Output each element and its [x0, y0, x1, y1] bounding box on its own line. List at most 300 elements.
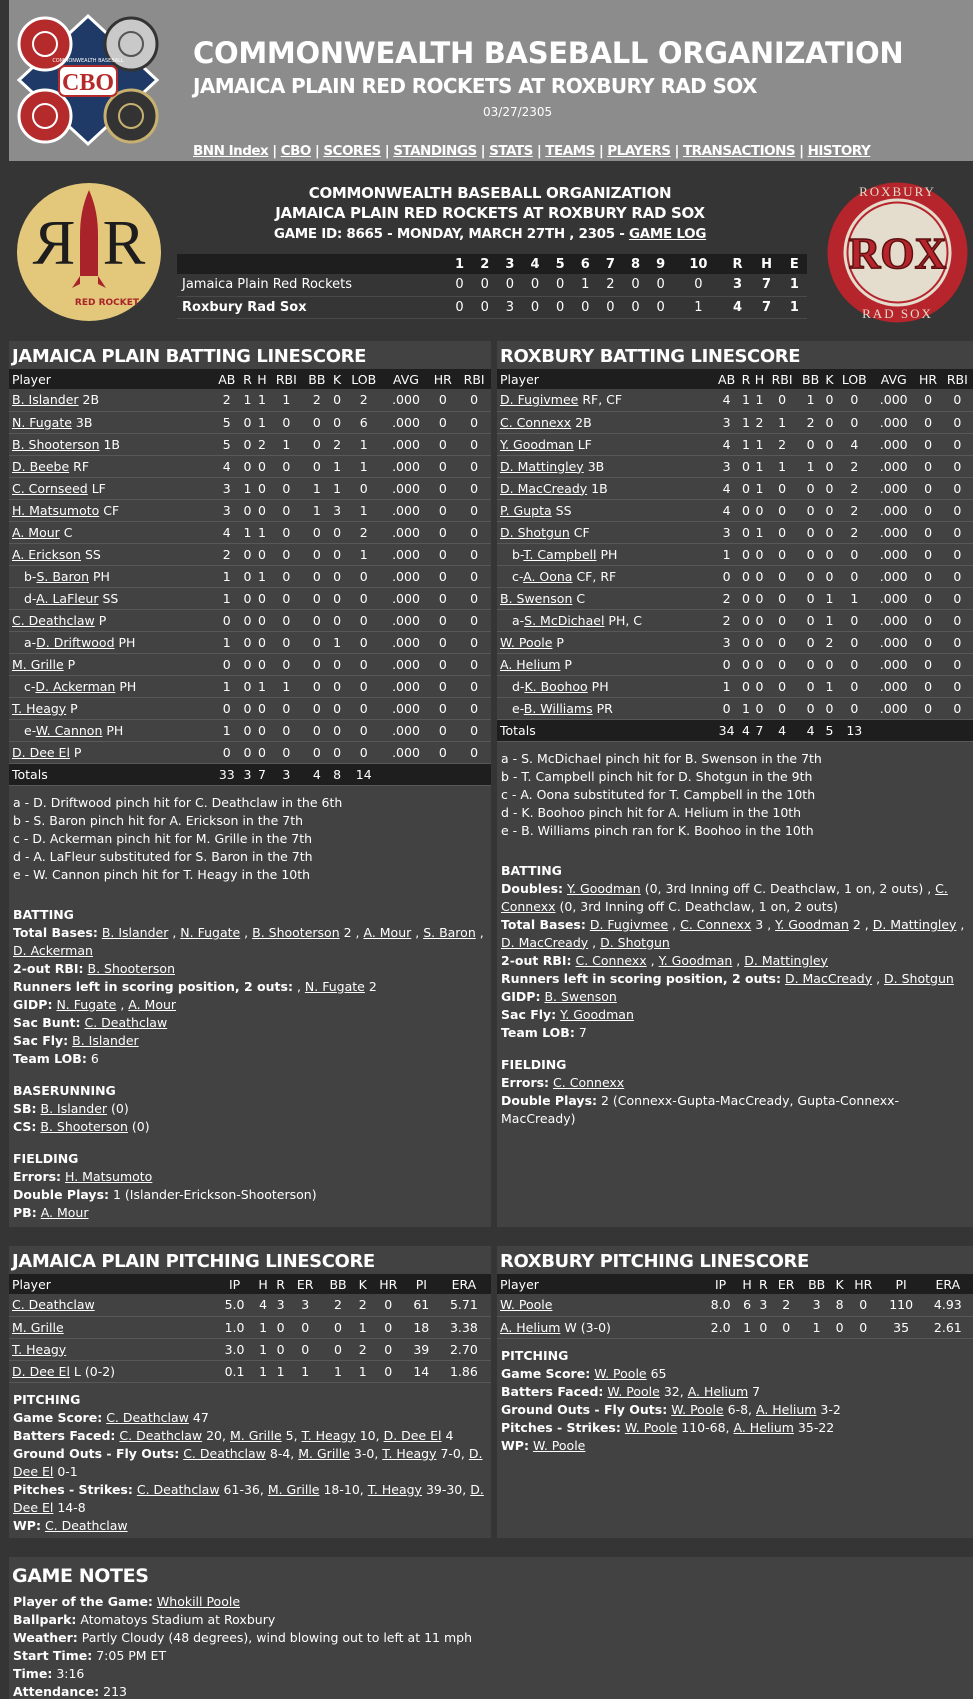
- stat-cell: 4: [213, 521, 240, 543]
- player-link[interactable]: M. Grille: [267, 1481, 320, 1497]
- stat-cell: 0: [331, 389, 344, 411]
- player-link[interactable]: B. Swenson: [544, 988, 617, 1004]
- stat-cell: .000: [384, 741, 429, 763]
- player-cell: [497, 609, 714, 631]
- stat-cell: 0: [915, 631, 942, 653]
- player-link[interactable]: H. Matsumoto: [65, 1168, 153, 1184]
- player-link[interactable]: C. Deathclaw: [106, 1409, 189, 1425]
- column-header: K: [355, 1274, 371, 1294]
- player-link[interactable]: W. Poole: [624, 1419, 678, 1435]
- sub-note: b - T. Campbell pinch hit for D. Shotgun in the 9th: [501, 768, 813, 784]
- jp-fielding-title: FIELDING: [13, 1150, 79, 1166]
- player-link[interactable]: C. Connexx: [501, 880, 948, 914]
- stat-cell: 0: [272, 1338, 289, 1360]
- stat-cell: .000: [873, 675, 915, 697]
- player-link[interactable]: D. Shotgun: [500, 524, 570, 540]
- totals-empty: [942, 719, 973, 741]
- game-notes-body: [9, 1593, 973, 1699]
- player-link[interactable]: B. Islander: [12, 392, 79, 408]
- rx-gs-label: Game Score:: [501, 1365, 591, 1381]
- stat-cell: 0: [331, 565, 344, 587]
- nav-link-standings[interactable]: STANDINGS: [393, 143, 477, 159]
- stat-cell: 0: [428, 631, 457, 653]
- player-link[interactable]: A. Mour: [40, 1204, 89, 1220]
- player-cell: [497, 697, 714, 719]
- stat-cell: 0: [836, 543, 873, 565]
- player-link[interactable]: A. Helium: [500, 656, 561, 672]
- rx-wp-label: WP:: [501, 1437, 529, 1453]
- player-link[interactable]: A. Helium: [687, 1383, 749, 1399]
- nav-link-teams[interactable]: TEAMS: [545, 143, 595, 159]
- nav-link-history[interactable]: HISTORY: [807, 143, 871, 159]
- inning-score: 0: [598, 296, 623, 318]
- player-link[interactable]: T. Heagy: [12, 1341, 67, 1357]
- player-link[interactable]: B. Islander: [40, 1100, 108, 1116]
- column-header: BB: [801, 1274, 832, 1294]
- rad-sox-logo: [825, 180, 970, 325]
- player-link[interactable]: D. MacCready: [500, 480, 588, 496]
- column-header: H: [254, 369, 269, 389]
- player-link[interactable]: B. Shooterson: [87, 960, 175, 976]
- nav-link-players[interactable]: PLAYERS: [607, 143, 671, 159]
- game-notes-panel: [9, 1557, 973, 1699]
- stat-cell: 1: [241, 521, 255, 543]
- player-link[interactable]: W. Poole: [500, 634, 553, 650]
- stat-cell: 1: [798, 389, 824, 411]
- stat-cell: 0: [836, 411, 873, 433]
- stat-cell: 0: [836, 675, 873, 697]
- stat-cell: 3: [714, 521, 740, 543]
- player-link[interactable]: D. Shotgun: [600, 934, 670, 950]
- player-link[interactable]: N. Fugate: [180, 924, 241, 940]
- player-link[interactable]: T. Campbell: [523, 546, 597, 562]
- player-cell: [9, 587, 213, 609]
- stat-cell: 1: [739, 433, 752, 455]
- player-link[interactable]: D. Fugivmee: [589, 916, 669, 932]
- stat-cell: 0: [303, 587, 331, 609]
- stat-cell: 0: [321, 1316, 354, 1338]
- stat-cell: 0: [752, 675, 766, 697]
- stat-cell: 1: [331, 477, 344, 499]
- stat-cell: 0: [241, 433, 255, 455]
- inning-header: 1: [447, 254, 472, 274]
- sub-marker: e-: [24, 722, 36, 738]
- player-link[interactable]: A. Mour: [12, 524, 60, 540]
- stat-cell: 0: [915, 675, 942, 697]
- player-link[interactable]: S. Baron: [36, 568, 90, 584]
- table-row: [497, 631, 973, 653]
- player-link[interactable]: A. Erickson: [12, 546, 81, 562]
- stat-cell: 1: [213, 719, 240, 741]
- player-cell: [497, 631, 714, 653]
- stat-cell: 0: [942, 499, 973, 521]
- stat-cell: 0: [371, 1294, 406, 1316]
- sub-marker: d-: [24, 590, 37, 606]
- column-header: LOB: [836, 369, 873, 389]
- stat-cell: 0: [836, 697, 873, 719]
- inning-score: 0: [548, 296, 573, 318]
- stat-cell: 0: [331, 587, 344, 609]
- stat-cell: 0: [798, 433, 824, 455]
- player-link[interactable]: C. Deathclaw: [44, 1517, 128, 1533]
- column-header: ERA: [923, 1274, 973, 1294]
- nav-link-bnn-index[interactable]: BNN Index: [193, 143, 269, 159]
- stat-cell: 1: [344, 433, 384, 455]
- stat-cell: 0: [942, 521, 973, 543]
- stat-cell: 0: [457, 543, 491, 565]
- player-link[interactable]: C. Deathclaw: [12, 612, 95, 628]
- stat-cell: 0: [457, 587, 491, 609]
- nav-link-cbo[interactable]: CBO: [280, 143, 311, 159]
- player-link[interactable]: Y. Goodman: [658, 952, 733, 968]
- totals-cell: 3: [241, 763, 255, 785]
- player-link[interactable]: T. Heagy: [12, 700, 67, 716]
- attendance-label: Attendance:: [13, 1684, 100, 1699]
- player-link[interactable]: C. Deathclaw: [84, 1014, 168, 1030]
- player-link[interactable]: A. LaFleur: [36, 590, 99, 606]
- player-cell: [9, 697, 213, 719]
- sub-marker: b-: [24, 568, 37, 584]
- jp-tb-label: Total Bases:: [13, 924, 98, 940]
- stat-cell: 0: [428, 411, 457, 433]
- stat-cell: 0: [344, 741, 384, 763]
- rhe-value: 1: [782, 296, 807, 318]
- stat-cell: 0: [272, 1316, 289, 1338]
- stat-cell: 2: [752, 411, 766, 433]
- player-link[interactable]: T. Heagy: [367, 1481, 422, 1497]
- player-link[interactable]: A. Oona: [523, 568, 573, 584]
- player-link[interactable]: D. Mattingley: [744, 952, 828, 968]
- player-cell: [9, 477, 213, 499]
- player-position: CF, RF: [576, 568, 617, 584]
- player-link[interactable]: D. Dee El: [383, 1427, 442, 1443]
- stat-cell: 0: [344, 719, 384, 741]
- player-link[interactable]: C. Deathclaw: [136, 1481, 220, 1497]
- stat-cell: 0: [798, 609, 824, 631]
- stat-cell: .000: [873, 697, 915, 719]
- player-link[interactable]: D. MacCready: [501, 934, 589, 950]
- stat-cell: 0: [428, 499, 457, 521]
- table-row: [497, 1316, 973, 1338]
- player-cell: [497, 411, 714, 433]
- ballpark-label: Ballpark:: [13, 1612, 77, 1627]
- player-link[interactable]: D. MacCready: [784, 970, 873, 986]
- stat-cell: 0: [241, 719, 255, 741]
- player-link[interactable]: M. Grille: [229, 1427, 282, 1443]
- table-row: [497, 675, 973, 697]
- table-row: [9, 455, 491, 477]
- stat-cell: 0: [331, 741, 344, 763]
- stat-cell: 0: [270, 741, 304, 763]
- stat-cell: 0: [270, 455, 304, 477]
- stat-cell: .000: [384, 631, 429, 653]
- player-link[interactable]: W. Poole: [532, 1437, 586, 1453]
- player-link[interactable]: D. Ackerman: [35, 678, 116, 694]
- player-link[interactable]: S. McDichael: [524, 612, 605, 628]
- stat-value: 32,: [663, 1383, 684, 1399]
- stat-cell: 0: [241, 697, 255, 719]
- stat-cell: .000: [873, 587, 915, 609]
- totals-cell: 4: [739, 719, 752, 741]
- player-link[interactable]: N. Fugate: [304, 978, 365, 994]
- player-position: LF: [91, 480, 106, 496]
- column-header: R: [756, 1274, 772, 1294]
- player-link[interactable]: D. Dee El: [12, 1363, 70, 1379]
- player-position: P: [73, 744, 82, 760]
- player-link[interactable]: D. Ackerman: [13, 942, 93, 958]
- stat-cell: 2.70: [437, 1338, 491, 1360]
- svg-text:R: R: [102, 207, 146, 278]
- game-summary: [0, 170, 973, 322]
- player-position: 1B: [591, 480, 608, 496]
- player-link[interactable]: A. Helium: [733, 1419, 794, 1435]
- stat-cell: 0: [371, 1316, 406, 1338]
- sub-marker: c-: [512, 568, 524, 584]
- player-link[interactable]: Whokill Poole: [156, 1594, 241, 1609]
- stat-cell: 0: [303, 565, 331, 587]
- player-link[interactable]: Y. Goodman: [500, 436, 574, 452]
- player-cell: [9, 1360, 215, 1382]
- stat-value: (0): [131, 1118, 150, 1134]
- stat-cell: 0: [766, 389, 797, 411]
- stat-cell: 2: [344, 521, 384, 543]
- stat-cell: 3: [714, 411, 740, 433]
- stat-cell: 3: [714, 631, 740, 653]
- player-link[interactable]: B. Shooterson: [12, 436, 100, 452]
- player-link[interactable]: D. Driftwood: [36, 634, 115, 650]
- inning-score: 0: [573, 296, 598, 318]
- stat-cell: 0: [836, 653, 873, 675]
- time-value: 3:16: [56, 1666, 85, 1681]
- player-link[interactable]: D. Shotgun: [884, 970, 954, 986]
- stat-cell: 1: [270, 433, 304, 455]
- player-link[interactable]: D. Dee El: [12, 744, 70, 760]
- time-label: Time:: [13, 1666, 53, 1681]
- player-link[interactable]: D. Dee El: [13, 1445, 483, 1479]
- stat-cell: 0: [798, 653, 824, 675]
- jp-pitching-section-title: PITCHING: [13, 1391, 81, 1407]
- nav-link-stats[interactable]: STATS: [489, 143, 533, 159]
- player-link[interactable]: C. Connexx: [680, 916, 752, 932]
- stat-cell: 5.71: [437, 1294, 491, 1316]
- stat-cell: 0: [270, 499, 304, 521]
- player-link[interactable]: M. Grille: [298, 1445, 350, 1461]
- stat-cell: 1: [289, 1360, 321, 1382]
- player-link[interactable]: M. Grille: [12, 656, 64, 672]
- stat-cell: 1: [752, 521, 766, 543]
- stat-cell: 0: [241, 411, 255, 433]
- stat-cell: 0: [241, 565, 255, 587]
- player-link[interactable]: H. Matsumoto: [12, 502, 100, 518]
- nav-link-transactions[interactable]: TRANSACTIONS: [682, 143, 796, 159]
- stat-cell: 0: [915, 609, 942, 631]
- column-header: RBI: [766, 369, 797, 389]
- stat-cell: 0: [739, 455, 752, 477]
- stat-cell: 1: [766, 411, 797, 433]
- stat-cell: 0: [213, 741, 240, 763]
- player-link[interactable]: B. Williams: [523, 700, 593, 716]
- stat-cell: 0: [254, 653, 269, 675]
- player-link[interactable]: B. Islander: [72, 1032, 139, 1048]
- player-link[interactable]: A. Mour: [363, 924, 412, 940]
- game-id-text: GAME ID: 8665 - MONDAY, MARCH 27TH , 2305 -: [273, 226, 625, 242]
- player-link[interactable]: C. Connexx: [553, 1074, 625, 1090]
- game-log-link[interactable]: GAME LOG: [628, 226, 707, 242]
- stat-cell: .000: [384, 455, 429, 477]
- stat-cell: 5.0: [215, 1294, 254, 1316]
- stat-cell: .000: [873, 521, 915, 543]
- player-link[interactable]: S. Baron: [423, 924, 476, 940]
- stat-cell: 0: [344, 631, 384, 653]
- stat-cell: 0: [428, 587, 457, 609]
- player-link[interactable]: P. Gupta: [500, 502, 552, 518]
- player-link[interactable]: B. Swenson: [500, 590, 573, 606]
- nav-separator: |: [384, 143, 390, 159]
- stat-cell: 1: [344, 455, 384, 477]
- stat-value: 2: [343, 924, 352, 940]
- player-cell: [9, 433, 213, 455]
- inning-header: 5: [548, 254, 573, 274]
- column-header: HR: [428, 369, 457, 389]
- player-link[interactable]: Y. Goodman: [567, 880, 641, 896]
- totals-label: Totals: [497, 719, 714, 741]
- player-link[interactable]: D. Beebe: [12, 458, 70, 474]
- stat-cell: 1: [303, 499, 331, 521]
- column-header: K: [832, 1274, 847, 1294]
- stat-value: 47: [192, 1409, 209, 1425]
- stat-cell: 2: [798, 411, 824, 433]
- player-cell: [9, 719, 213, 741]
- stat-cell: 2: [344, 389, 384, 411]
- inning-score: 0: [623, 296, 648, 318]
- rhe-value: 7: [751, 296, 781, 318]
- jp-sacfly-label: Sac Fly:: [13, 1032, 69, 1048]
- player-link[interactable]: T. Heagy: [301, 1427, 356, 1443]
- player-link[interactable]: C. Deathclaw: [12, 1297, 95, 1313]
- player-link[interactable]: W. Poole: [594, 1365, 647, 1381]
- player-link[interactable]: K. Boohoo: [524, 678, 588, 694]
- stat-value: 2: [852, 916, 861, 932]
- player-link[interactable]: B. Islander: [101, 924, 169, 940]
- player-link[interactable]: N. Fugate: [12, 414, 72, 430]
- player-position: PH: [119, 678, 137, 694]
- stat-cell: 1: [272, 1360, 289, 1382]
- stat-cell: 0: [428, 741, 457, 763]
- stat-cell: 0: [428, 389, 457, 411]
- stat-cell: 0: [714, 565, 740, 587]
- stat-cell: 0: [331, 411, 344, 433]
- column-header: RBI: [270, 369, 304, 389]
- player-link[interactable]: W. Poole: [671, 1401, 724, 1417]
- player-link[interactable]: D. Mattingley: [872, 916, 957, 932]
- stat-cell: .000: [384, 499, 429, 521]
- rad-sox-logo-bottom: RAD SOX: [862, 306, 933, 321]
- player-link[interactable]: C. Deathclaw: [119, 1427, 203, 1443]
- table-row: [9, 1338, 491, 1360]
- stat-cell: 0: [241, 499, 255, 521]
- rx-pitching-title: ROXBURY PITCHING LINESCORE: [500, 1251, 809, 1272]
- stat-cell: 0: [942, 411, 973, 433]
- player-link[interactable]: B. Shooterson: [40, 1118, 128, 1134]
- player-link[interactable]: A. Helium: [500, 1319, 561, 1335]
- player-link[interactable]: W. Poole: [500, 1297, 553, 1313]
- stat-cell: 0: [915, 565, 942, 587]
- stat-cell: 4: [836, 433, 873, 455]
- player-link[interactable]: C. Cornseed: [12, 480, 88, 496]
- stat-cell: 1: [823, 587, 835, 609]
- nav-link-scores[interactable]: SCORES: [323, 143, 381, 159]
- stat-cell: 0: [254, 631, 269, 653]
- player-link[interactable]: D. Fugivmee: [500, 392, 579, 408]
- nav-separator: |: [799, 143, 804, 159]
- jp-pitching-title: JAMAICA PLAIN PITCHING LINESCORE: [12, 1251, 375, 1272]
- inning-header: 4: [522, 254, 547, 274]
- cbo-logo[interactable]: [13, 10, 163, 150]
- table-row: [497, 543, 973, 565]
- stat-cell: 1: [752, 389, 766, 411]
- table-row: [9, 631, 491, 653]
- inning-header: 9: [648, 254, 673, 274]
- player-link[interactable]: N. Fugate: [56, 996, 117, 1012]
- player-link[interactable]: C. Deathclaw: [183, 1445, 266, 1461]
- stat-cell: 0: [798, 565, 824, 587]
- table-row: [497, 587, 973, 609]
- player-link[interactable]: W. Cannon: [35, 722, 103, 738]
- player-cell: [497, 587, 714, 609]
- player-link[interactable]: D. Dee El: [13, 1481, 484, 1515]
- jp-pitching-panel: [9, 1246, 491, 1538]
- column-header: HR: [915, 369, 942, 389]
- player-link[interactable]: D. Mattingley: [500, 458, 584, 474]
- player-link[interactable]: W. Poole: [607, 1383, 660, 1399]
- stat-cell: 0: [241, 543, 255, 565]
- stat-cell: 0: [331, 719, 344, 741]
- player-position: P: [70, 700, 78, 716]
- player-link[interactable]: Y. Goodman: [775, 916, 849, 932]
- player-position: PR: [596, 700, 613, 716]
- stat-cell: 0: [270, 697, 304, 719]
- column-header: H: [254, 1274, 272, 1294]
- player-link[interactable]: M. Grille: [12, 1319, 64, 1335]
- stat-cell: 1: [714, 543, 740, 565]
- stat-cell: 0: [798, 499, 824, 521]
- stat-cell: 0: [344, 653, 384, 675]
- stat-cell: 3: [801, 1294, 832, 1316]
- stat-cell: 6: [739, 1294, 756, 1316]
- inning-score: 0: [548, 274, 573, 296]
- player-cell: [497, 653, 714, 675]
- inning-score: 0: [648, 296, 673, 318]
- stat-cell: 0: [428, 697, 457, 719]
- player-position: SS: [102, 590, 119, 606]
- player-link[interactable]: A. Mour: [128, 996, 177, 1012]
- player-cell: [497, 1316, 703, 1338]
- totals-cell: 14: [344, 763, 384, 785]
- player-link[interactable]: C. Connexx: [575, 952, 647, 968]
- player-cell: [497, 389, 714, 411]
- player-link[interactable]: C. Connexx: [500, 414, 572, 430]
- table-row: [497, 1294, 973, 1316]
- totals-cell: 4: [798, 719, 824, 741]
- start-label: Start Time:: [13, 1648, 93, 1663]
- player-link[interactable]: Y. Goodman: [560, 1006, 634, 1022]
- player-link[interactable]: B. Shooterson: [252, 924, 340, 940]
- player-link[interactable]: T. Heagy: [382, 1445, 437, 1461]
- table-row: [9, 675, 491, 697]
- jp-baserunning-section: [13, 1082, 487, 1136]
- stat-value: 3: [755, 916, 764, 932]
- player-link[interactable]: A. Helium: [756, 1401, 817, 1417]
